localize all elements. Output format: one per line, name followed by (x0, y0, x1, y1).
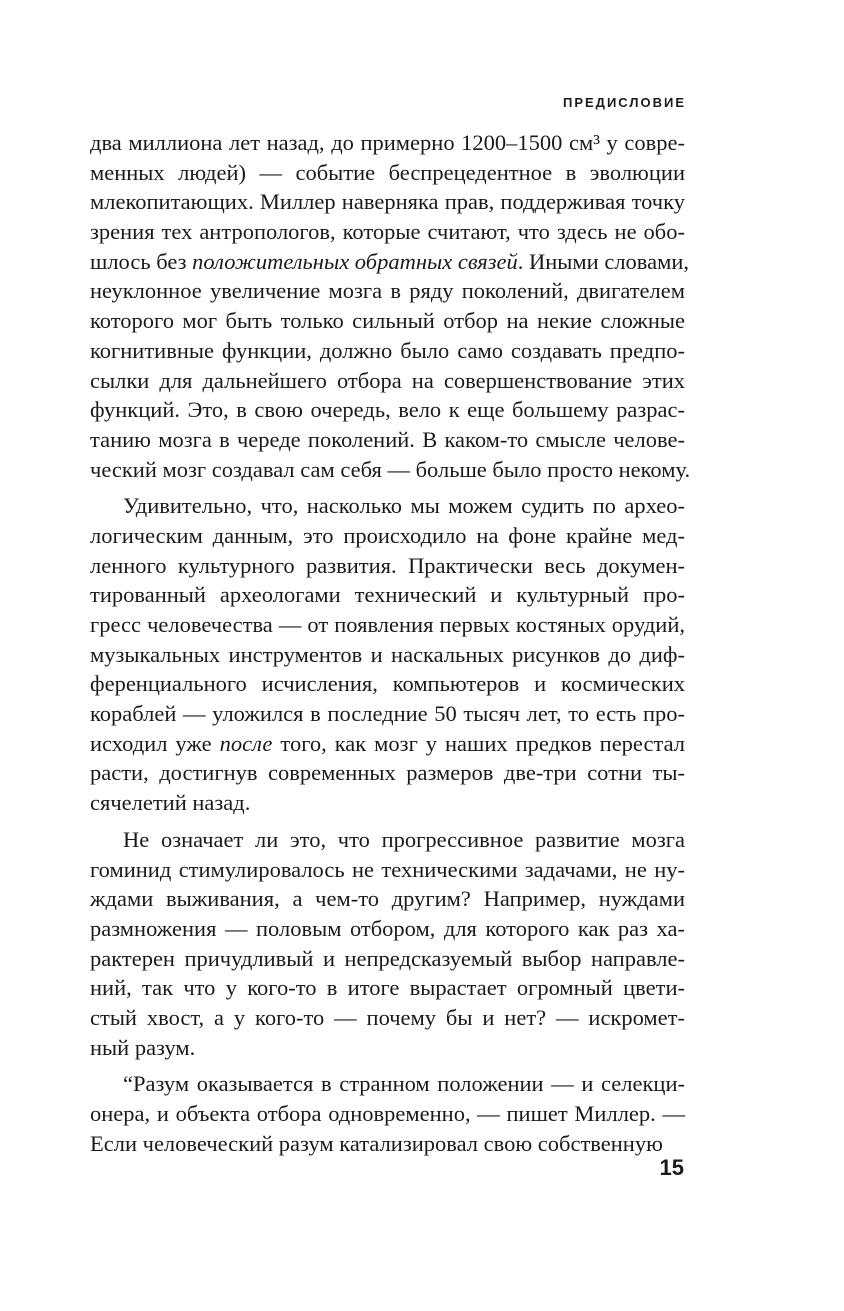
text-line: гоминид стимулировалось не техническими задачами, не ну- (90, 856, 685, 882)
text-line: онера, и объекта отбора одновременно, — пишет Миллер. — (90, 1101, 685, 1126)
text-line: кораблей — уложился в последние 50 тысяч лет, то есть про- (90, 701, 685, 727)
paragraph-gap (90, 818, 685, 825)
text-line: исходил уже после того, как мозг у наших предков перестал (90, 730, 685, 756)
text-line: расти, достигнув современных размеров две-три сотни ты- (90, 760, 685, 786)
text-line: гресс человечества — от появления первых костяных орудий, (90, 612, 685, 637)
page-number: 15 (659, 1155, 684, 1180)
text-line: Не означает ли это, что прогрессивное развитие мозга (123, 826, 685, 852)
text-line: менных людей) — событие беспрецедентное в эволюции (90, 159, 685, 185)
text-line: танию мозга в череде поколений. В каком-то смысле челове- (90, 426, 685, 452)
text-line: неуклонное увеличение мозга в ряду поколений, двигателем (90, 278, 685, 304)
paragraph (90, 825, 685, 1063)
text-line: ференциального исчисления, компьютеров и космических (90, 671, 685, 697)
text-line: сылки для дальнейшего отбора на совершенствование этих (90, 367, 685, 393)
text-line: функций. Это, в свою очередь, вело к еще большему разрас- (90, 397, 685, 423)
text-line: когнитивные функции, должно было само создавать предпо- (90, 337, 685, 363)
text-line: Если человеческий разум катализировал свою собственную (90, 1130, 663, 1156)
text-line: ний, так что у кого-то в итоге вырастает огромный цвети- (90, 975, 685, 1001)
text-line: млекопитающих. Миллер наверняка прав, поддерживая точку (90, 189, 685, 215)
text-line: два миллиона лет назад, до примерно 1200–1500 см³ у совре- (90, 130, 685, 155)
text-line: сячелетий назад. (90, 790, 251, 816)
paragraph-gap (90, 484, 685, 491)
text-line: ный разум. (90, 1034, 196, 1060)
body-text (90, 128, 691, 1158)
italic-phrase: положительных обратных связей (192, 248, 518, 274)
text-line: ленного культурного развития. Практически весь докумен- (90, 552, 685, 578)
paragraph (90, 128, 691, 484)
text-line: стый хвост, а у кого-то — почему бы и нет? — искромет- (90, 1004, 685, 1030)
text-line: размножения — половым отбором, для которого как раз ха- (90, 915, 685, 941)
paragraph-gap (90, 1062, 685, 1069)
text-line: зрения тех антропологов, которые считают, что здесь не обо- (90, 219, 685, 245)
paragraph (90, 1069, 685, 1158)
italic-phrase: после (219, 730, 273, 756)
text-line: рактерен причудливый и непредсказуемый выбор направле- (90, 945, 685, 971)
text-line: “Разум оказывается в странном положении — и селекци- (123, 1071, 685, 1097)
text-line: музыкальных инструментов и наскальных рисунков до диф- (90, 641, 685, 667)
text-line: тированный археологами технический и культурный про- (90, 582, 685, 608)
text-line: ждами выживания, а чем-то другим? Например, нуждами (90, 886, 685, 912)
running-head: ПРЕДИСЛОВИЕ (563, 95, 686, 110)
paragraph (90, 491, 685, 818)
text-line: Удивительно, что, насколько мы можем судить по архео- (123, 493, 685, 519)
text-line: ческий мозг создавал сам себя — больше было просто некому. (90, 456, 691, 482)
text-line: логическим данным, это происходило на фоне крайне мед- (90, 522, 685, 548)
text-line: которого мог быть только сильный отбор на некие сложные (90, 308, 685, 334)
text-line: шлось без положительных обратных связей. Иными словами, (90, 248, 690, 274)
